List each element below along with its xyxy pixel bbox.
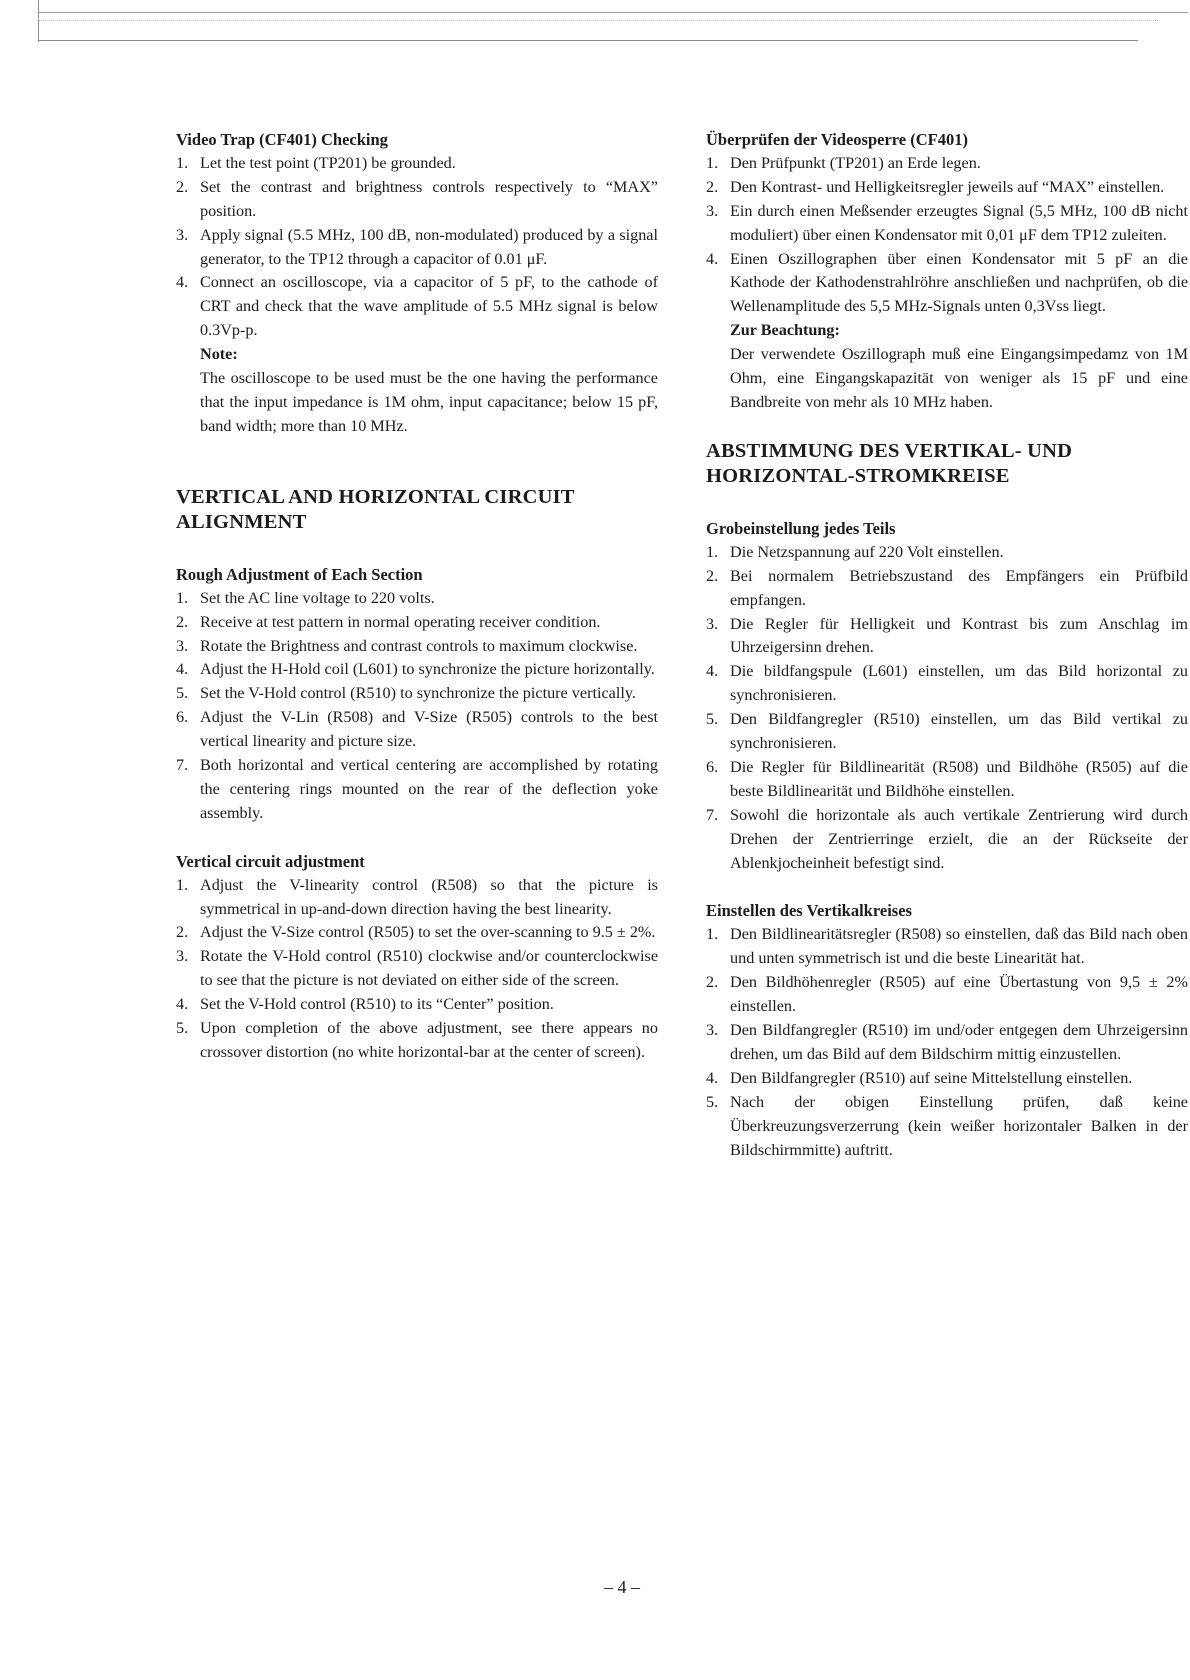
- note-label: Zur Beachtung:: [730, 321, 840, 340]
- list-item: 2. Adjust the V-Size control (R505) to set the over-scanning to 9.5 ± 2%.: [176, 923, 656, 942]
- vertical-adjustment-steps-en: [176, 874, 658, 1065]
- list-item: 4. Den Bildfangregler (R510) auf seine Mittelstellung einstellen.: [706, 1068, 1133, 1087]
- rough-adjustment-steps-de: [706, 541, 1188, 876]
- section-title-en: VERTICAL AND HORIZONTAL CIRCUIT ALIGNMENT: [176, 485, 575, 533]
- list-item: 1. Adjust the V-linearity control (R508) so that the picture is symmetrical in up-and-down direction having the best linearity.: [176, 875, 658, 918]
- video-trap-note-de: [706, 319, 1188, 415]
- list-item: 2. Receive at test pattern in normal operating receiver condition.: [176, 612, 601, 631]
- list-item: 4. Set the V-Hold control (R510) to its “Center” position.: [176, 995, 554, 1014]
- list-item: 5. Nach der obigen Einstellung prüfen, daß keine Überkreuzungsverzerrung (kein weißer horizontaler Balken in der Bildschirmmitte) auftritt.: [706, 1092, 1188, 1159]
- list-item: 4. Connect an oscilloscope, via a capacitor of 5 pF, to the cathode of CRT and check that the wave amplitude of 5.5 MHz signal is below 0.3Vp-p.: [176, 273, 658, 340]
- list-item: 4. Die bildfangspule (L601) einstellen, um das Bild horizontal zu synchronisieren.: [706, 662, 1188, 705]
- note-text: The oscilloscope to be used must be the one having the performance that the input impedance is 1M ohm, input capacitance; below 15 pF, band width; more than 10 MHz.: [200, 369, 658, 435]
- list-item: 7. Sowohl die horizontale als auch vertikale Zentrierung wird durch Drehen der Zentrierringe erzielt, die an der Rückseite der Ablenkjocheinheit befestigt sind.: [706, 805, 1188, 872]
- list-item: 4. Adjust the H-Hold coil (L601) to synchronize the picture horizontally.: [176, 660, 655, 679]
- list-item: 3. Rotate the V-Hold control (R510) clockwise and/or counterclockwise to see that the picture is not deviated on either side of the screen.: [176, 947, 658, 990]
- header-tick: [38, 0, 39, 42]
- video-trap-steps-de: [706, 152, 1188, 319]
- list-item: 5. Upon completion of the above adjustment, see there appears no crossover distortion (no white horizontal-bar at the center of screen).: [176, 1019, 658, 1061]
- vertical-adjustment-heading-en: Vertical circuit adjustment: [176, 851, 365, 871]
- german-column: [706, 128, 1188, 1162]
- list-item: 1. Set the AC line voltage to 220 volts.: [176, 588, 435, 607]
- header-rule-dotted: [38, 20, 1158, 21]
- list-item: 2. Den Bildhöhenregler (R505) auf eine Übertastung von 9,5 ± 2% einstellen.: [706, 973, 1188, 1016]
- list-item: 6. Die Regler für Bildlinearität (R508) und Bildhöhe (R505) auf die beste Bildlinearität und Bildhöhe einstellen.: [706, 757, 1188, 800]
- scan-header-lines: [38, 0, 1188, 44]
- list-item: 6. Adjust the V-Lin (R508) and V-Size (R505) controls to the best vertical linearity and picture size.: [176, 708, 658, 751]
- rough-adjustment-heading-en: Rough Adjustment of Each Section: [176, 564, 423, 584]
- list-item: 2. Bei normalem Betriebszustand des Empfängers ein Prüfbild empfangen.: [706, 566, 1188, 609]
- list-item: 4. Einen Oszillographen über einen Kondensator mit 5 pF an die Kathode der Kathodenstrahlröhre anschließen und nachprüfen, ob die Wellenamplitude des 5,5 MHz-Signals unten 0,3Vss liegt.: [706, 249, 1188, 316]
- vertical-adjustment-heading-de: Einstellen des Vertikalkreises: [706, 901, 912, 921]
- note-text: Der verwendete Oszillograph muß eine Eingangsimpedamz von 1M Ohm, eine Eingangskapazität von weniger als 15 pF und eine Bandbreite von mehr als 10 MHz haben.: [730, 345, 1188, 411]
- english-column: [176, 128, 658, 1065]
- list-item: 3. Den Bildfangregler (R510) im und/oder entgegen dem Uhrzeigersinn drehen, um das Bild auf dem Bildschirm mittig einzustellen.: [706, 1021, 1188, 1063]
- list-item: 3. Ein durch einen Meßsender erzeugtes Signal (5,5 MHz, 100 dB nicht moduliert) über einen Kondensator mit 0,01 μF dem TP12 zuleiten.: [706, 201, 1188, 244]
- section-title-de: ABSTIMMUNG DES VERTIKAL- UND HORIZONTAL-STROMKREISE: [706, 439, 1073, 487]
- video-trap-note-en: [176, 343, 658, 439]
- rough-adjustment-heading-de: Grobeinstellung jedes Teils: [706, 518, 896, 538]
- list-item: 1. Den Bildlinearitätsregler (R508) so einstellen, daß das Bild nach oben und unten symmetrisch ist und die beste Linearität hat.: [706, 925, 1188, 968]
- list-item: 5. Den Bildfangregler (R510) einstellen, um das Bild vertikal zu synchronisieren.: [706, 710, 1188, 753]
- header-rule-top: [38, 12, 1188, 13]
- list-item: 7. Both horizontal and vertical centering are accomplished by rotating the centering rings mounted on the rear of the deflection yoke assembly.: [176, 756, 658, 822]
- list-item: 3. Die Regler für Helligkeit und Kontrast bis zum Anschlag im Uhrzeigersinn drehen.: [706, 614, 1188, 657]
- list-item: 2. Den Kontrast- und Helligkeitsregler jeweils auf “MAX” einstellen.: [706, 177, 1165, 196]
- list-item: 1. Die Netzspannung auf 220 Volt einstellen.: [706, 542, 1004, 561]
- list-item: 3. Rotate the Brightness and contrast controls to maximum clockwise.: [176, 636, 638, 655]
- video-trap-heading-de: Überprüfen der Videosperre (CF401): [706, 130, 968, 149]
- rough-adjustment-steps-en: [176, 587, 658, 826]
- list-item: 3. Apply signal (5.5 MHz, 100 dB, non-modulated) produced by a signal generator, to the TP12 through a capacitor of 0.01 μF.: [176, 225, 658, 268]
- list-item: 1. Den Prüfpunkt (TP201) an Erde legen.: [706, 153, 981, 172]
- note-label: Note:: [200, 345, 238, 364]
- header-rule-bottom: [38, 40, 1138, 41]
- video-trap-steps-en: [176, 152, 658, 343]
- list-item: 5. Set the V-Hold control (R510) to synchronize the picture vertically.: [176, 684, 636, 703]
- video-trap-heading-en: Video Trap (CF401) Checking: [176, 130, 388, 149]
- list-item: 2. Set the contrast and brightness controls respectively to “MAX” position.: [176, 177, 658, 220]
- page-number: – 4 –: [604, 1577, 640, 1597]
- list-item: 1. Let the test point (TP201) be grounded.: [176, 153, 456, 172]
- vertical-adjustment-steps-de: [706, 923, 1188, 1162]
